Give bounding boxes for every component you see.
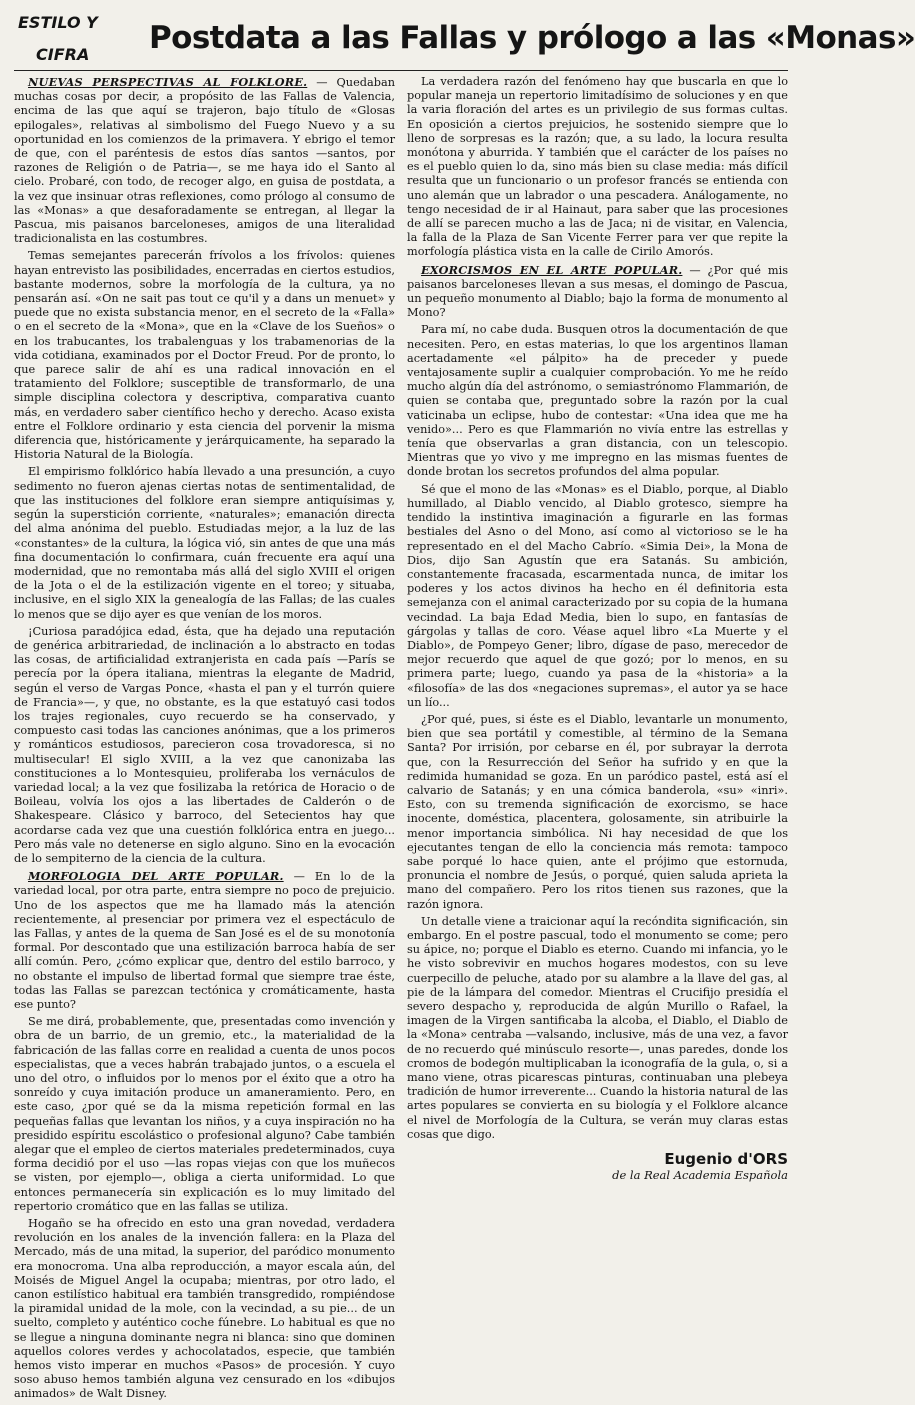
- article-body: [14, 75, 788, 1405]
- author-name: Eugenio d'ORS: [664, 1150, 788, 1169]
- subheading-nuevas-perspectivas: NUEVAS PERSPECTIVAS AL FOLKLORE.: [28, 75, 308, 89]
- author-affiliation: de la Real Academia Española: [612, 1168, 788, 1183]
- paragraph: El empirismo folklórico había llevado a una presunción, a cuyo sedimento no fueron ajenas ciertas notas de sentimentalidad, de que las instituciones del folklore eran siempre antiquísimas y, según la superstición corriente, «naturales»; emanación directa del alma anónima del pueblo. Estudiadas mejor, a la luz de las «constantes» de la cultura, la lógica vió, sin antes de que una más fina documentación lo confirmara, cuán frecuente era aquí una modernidad, que no remontaba más allá del siglo XVIII el origen de la Jota o el de la estilización vigente en el toreo; y situaba, inclusive, en el siglo XIX la genealogía de las Fallas; de las cuales lo menos que se dijo ayer es que venían de los moros.: [14, 465, 395, 621]
- paragraph: Temas semejantes parecerán frívolos a los frívolos: quienes hayan entrevisto las posibilidades, encerradas en ciertos estudios, bastante modernos, sobre la morfología de la cultura, ya no pensarán así. «On ne sait pas tout ce qu'il y a dans un menuet» y puede que no exista substancia menor, en el secreto de la «Falla» o en el secreto de la «Mona», que en la «Clave de los Sueños» o en los trabucantes, los trabalenguas y los trabamenorias de la vida cotidiana, examinados por el Doctor Freud. Por de pronto, lo que parece salir de ahí es una radical innovación en el tratamiento del Folklore; susceptible de transformarlo, de una simple disciplina colectora y descriptiva, comparativa cuanto más, en verdadero saber científico hecho y derecho. Acaso exista entre el Folklore ordinario y esta ciencia del porvenir la misma diferencia que, históricamente y jerárquicamente, ha separado la Historia Natural de la Biología.: [14, 249, 395, 462]
- article-header: [14, 8, 915, 71]
- paragraph: MORFOLOGIA DEL ARTE POPULAR. — En lo de la variedad local, por otra parte, entra siempre no poco de prejuicio. Uno de los aspectos que me ha llamado más la atención recientemente, al presenciar por primera vez el espectáculo de las Fallas, y antes de la quema de San José es el de su monotonía formal. Por descontado que una estilización barroca había de ser allí común. Pero, ¿cómo explicar que, dentro del estilo barroco, y no obstante el impulso de libertad formal que siempre trae éste, todas las Fallas se parezcan tectónica y cromáticamente, hasta ese punto?: [14, 869, 395, 1011]
- article-headline: Postdata a las Fallas y prólogo a las «Monas»: [149, 20, 915, 56]
- right-column: [407, 75, 788, 1405]
- section-label-line-1: ESTILO Y: [18, 13, 98, 32]
- subheading-morfologia: MORFOLOGIA DEL ARTE POPULAR.: [28, 869, 284, 884]
- paragraph: Para mí, no cabe duda. Busquen otros la documentación de que necesiten. Pero, en estas materias, lo que los argentinos llaman acertadamente «el pálpito» ha de preceder y puede ventajosamente suplir a cualquier comprobación. Yo me he reído mucho algún día del astrónomo, o semiastrónomo Flammarión, de quien se contaba que, preguntado sobre la razón por la cual vaticinaba un eclipse, hubo de contestar: «Una idea que me ha venido»... Pero es que Flammarión no vivía entre las estrellas y tenía que observarlas a gran distancia, con un telescopio. Mientras que yo vivo y me impregno en las mismas fuentes de donde brotan los secretos profundos del alma popular.: [407, 323, 788, 479]
- paragraph: EXORCISMOS EN EL ARTE POPULAR. — ¿Por qué mis paisanos barceloneses llevan a sus mesas, el domingo de Pascua, un pequeño monumento al Diablo; bajo la forma de monumento al Mono?: [407, 262, 788, 320]
- paragraph: Un detalle viene a traicionar aquí la recóndita significación, sin embargo. En el postre pascual, todo el monumento se come; pero su ápice, no; porque el Diablo es eterno. Cuando mi infancia, yo le he visto sobrevivir en muchos hogares modestos, con su leve cuerpecillo de peluche, atado por su alambre a la llave del gas, al pie de la lámpara del comedor. Mientras el Crucifijo presidía el severo despacho y, reproducida de algún Murillo o Rafael, la imagen de la Virgen santificaba la alcoba, el Diablo, el Diablo de la «Mona» centraba —valsando, inclusive, más de una vez, a favor de no recuerdo qué minúsculo resorte—, unas paredes, donde los cromos de bodegón multiplicaban la iconografía de la gula, o, si a mano viene, otras picarescas pinturas, continuaban una plebeya tradición de humor irreverente... Cuando la historia natural de las artes populares se convierta en su biología y el Folklore alcance el nivel de Morfología de la Cultura, se verán muy claras estas cosas que digo.: [407, 914, 788, 1141]
- section-label-line-2: CIFRA: [36, 45, 90, 64]
- paragraph: Hogaño se ha ofrecido en esto una gran novedad, verdadera revolución en los anales de la invención fallera: en la Plaza del Mercado, más de una mitad, la superior, del paródico monumento era monocroma. Una alba reproducción, a mayor escala aún, del Moisés de Miguel Angel la ocupaba; mientras, por otro lado, el canon estilístico habitual era también transgredido, rompiéndose la piramidal unidad de la mole, con la vecindad, a su pie... de un suelto, completo y auténtico coche fúnebre. Lo habitual es que no se llegue a ninguna dominante negra ni blanca: sino que dominen aquellos colores verdes y achocolatados, especie, que también hemos visto imperar en muchos «Pasos» de procesión. Y cuyo soso abuso hemos también alguna vez censurado en los «dibujos animados» de Walt Disney.: [14, 1217, 395, 1401]
- subheading-exorcismos: EXORCISMOS EN EL ARTE POPULAR.: [421, 262, 683, 277]
- paragraph: Se me dirá, probablemente, que, presentadas como invención y obra de un barrio, de un gremio, etc., la materialidad de la fabricación de las fallas corre en realidad a cuenta de unos pocos especialistas, que a veces habrán trabajado juntos, o a escuela el uno del otro, o influidos por lo menos por el éxito que a otro ha sonreído y cuya imitación produce un amaneramiento. Pero, en este caso, ¿por qué se da la misma repetición formal en las pequeñas fallas que levantan los niños, y a cuya inspiración no ha presidido espíritu escolástico o profesional alguno? Cabe también alegar que el empleo de ciertos materiales predeterminados, cuya forma decidió por el uso —las ropas viejas con que los muñecos se visten, por ejemplo—, obliga a cierta uniformidad. Lo que entonces permanecería sin explicación es lo muy limitado del repertorio cromático que en las fallas se utiliza.: [14, 1015, 395, 1213]
- left-column: [14, 75, 395, 1405]
- paragraph: Sé que el mono de las «Monas» es el Diablo, porque, al Diablo humillado, al Diablo vencido, al Diablo grotesco, siempre ha tendido la instintiva imaginación a figurarle en las formas bestiales del Asno o del Mono, así como al victorioso se le ha representado en el del Macho Cabrío. «Simia Dei», la Mona de Dios, dijo San Agustín que era Satanás. Su ambición, constantemente fracasada, escarmentada nunca, de imitar los poderes y los actos divinos ha hecho en él definitoria esta semejanza con el animal caracterizado por su copia de la humana vecindad. La baja Edad Media, bien lo supo, en fantasías de gárgolas y tallas de coro. Véase aquel libro «La Muerte y el Diablo», de Pompeyo Gener; libro, dígase de paso, merecedor de mejor recuerdo que aquel de que gozó; por lo menos, en su primera parte; luego, cuando ya pasa de la «historia» a la «filosofía» de las dos «negaciones supremas», el autor ya se hace un lío...: [407, 482, 788, 709]
- author-signature: [407, 1150, 788, 1182]
- paragraph: La verdadera razón del fenómeno hay que buscarla en que lo popular maneja un repertorio limitadísimo de soluciones y en que la varia floración del artes es un privilegio de sus formas cultas. En oposición a ciertos prejuicios, he sostenido siempre que lo lleno de sorpresas es la razón; que, a su lado, la locura resulta monótona y aburrida. Y también que el carácter de los países no es el pueblo quien lo da, sino más bien su clase media: más difícil resulta que un funcionario o un profesor francés se entienda con uno alemán que un labrador o una pescadera. Análogamente, no tengo necesidad de ir al Hainaut, para saber que las procesiones de allí se parecen mucho a las de Jaca; ni de visitar, en Valencia, la falla de la Plaza de San Vicente Ferrer para ver que repite la morfología plástica vista en la calle de Cirilo Amorós.: [407, 75, 788, 259]
- paragraph: ¡Curiosa paradójica edad, ésta, que ha dejado una reputación de genérica arbitrariedad, de inclinación a lo abstracto en todas las cosas, de artificialidad extranjerista en cada país —París se perecía por la ópera italiana, mientras la elegante de Madrid, según el verso de Vargas Ponce, «hasta el pan y el turrón quiere de Francia»—, y que, no obstante, es la que estatuyó casi todos los trajes regionales, cuyo recuerdo se ha conservado, y compuesto casi todas las canciones anónimas, que a los primeros y románticos estudiosos, parecieron cosa trovadoresca, si no multisecular! El siglo XVIII, a la vez que canonizaba las constituciones a lo Montesquieu, proliferaba los vernáculos de variedad local; a la vez que fosilizaba la retórica de Horacio o de Boileau, volvía los ojos a las libertades de Calderón o de Shakespeare. Clásico y barroco, del Setecientos hay que acordarse cada vez que una cuestión folklórica entra en juego... Pero más vale no detenerse en siglo alguno. Sino en la evocación de lo sempiterno de la ciencia de la cultura.: [14, 624, 395, 865]
- paragraph: NUEVAS PERSPECTIVAS AL FOLKLORE. — Quedaban muchas cosas por decir, a propósito de las Fallas de Valencia, encima de las que aquí se trajeron, bajo título de «Glosas epilogales», relativas al simbolismo del Fuego Nuevo y a su oportunidad en los comienzos de la primavera. Y ebrigo el temor de que, con el paréntesis de estos días santos —santos, por razones de Religión o de Patria—, se me haya ido el Santo al cielo. Probaré, con todo, de recoger algo, en guisa de postdata, a la vez que insinuar otras reflexiones, como prólogo al consumo de las «Monas» a que desaforadamente se entregan, al llegar la Pascua, mis paisanos barceloneses, amigos de una literalidad tradicionalista en las costumbres.: [14, 75, 395, 246]
- paragraph: ¿Por qué, pues, si éste es el Diablo, levantarle un monumento, bien que sea portátil y comestible, al término de la Semana Santa? Por irrisión, por cebarse en él, por subrayar la derrota que, con la Resurrección del Señor ha sufrido y en que la redimida humanidad se goza. En un paródico pastel, está así el calvario de Satanás; y en una cómica banderola, «su» «inri». Esto, con su tremenda significación de exorcismo, se hace inocente, doméstica, placentera, golosamente, sin atribuirle la menor importancia simbólica. Ni hay necesidad de que los ejecutantes tengan de ello la conciencia más remota: tampoco sabe porqué lo hace quien, ante el prójimo que estornuda, pronuncia el nombre de Jesús, o porqué, quien saluda aprieta la mano del compañero. Pero los ritos tienen sus razones, que la razón ignora.: [407, 712, 788, 911]
- section-label: [18, 14, 98, 64]
